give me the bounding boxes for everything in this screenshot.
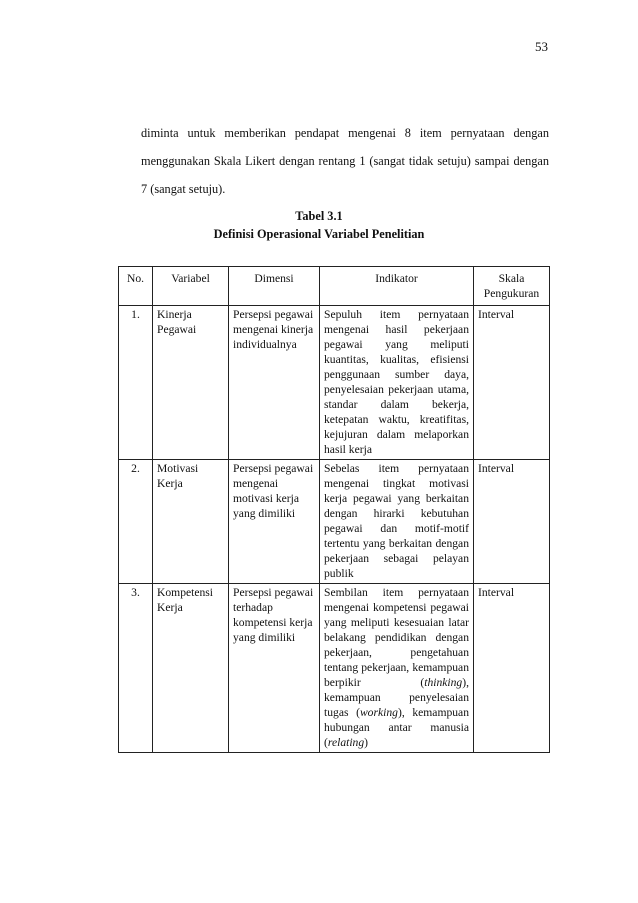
- row-dimensi: Persepsi pegawai mengenai kinerja individualnya: [229, 306, 320, 460]
- row-indikator: Sebelas item pernyataan mengenai tingkat motivasi kerja pegawai yang berkaitan dengan hirarki kebutuhan pegawai dan motif-motif tertentu yang berkaitan dengan pekerjaan sebagai pelayan publik: [320, 460, 474, 584]
- row-indikator: Sepuluh item pernyataan mengenai hasil pekerjaan pegawai yang meliputi kuantitas, kualitas, efisiensi penggunaan sumber daya, penyelesaian pekerjaan utama, standar dalam bekerja, ketepatan waktu, kreatifitas, kejujuran dalam melaporkan hasil kerja: [320, 306, 474, 460]
- indikator-text: ), kemampuan penyelesaian tugas (: [324, 676, 469, 719]
- row-variabel: Kompetensi Kerja: [153, 584, 229, 753]
- term-thinking: thinking: [424, 676, 463, 689]
- row-skala: Interval: [474, 460, 550, 584]
- row-skala: Interval: [474, 306, 550, 460]
- operational-definition-table: [118, 266, 550, 753]
- column-header-skala: Skala Pengukuran: [474, 267, 550, 306]
- row-no: 1.: [119, 306, 153, 460]
- table-row: [119, 584, 550, 753]
- table-title: Tabel 3.1: [295, 209, 343, 223]
- column-header-indikator: Indikator: [320, 267, 474, 306]
- table-row: [119, 306, 550, 460]
- indikator-text: ), kemampuan hubungan antar manusia (: [324, 706, 469, 749]
- row-dimensi: Persepsi pegawai mengenai motivasi kerja yang dimiliki: [229, 460, 320, 584]
- row-indikator: [320, 584, 474, 753]
- indikator-text: Sembilan item pernyataan mengenai kompetensi pegawai yang meliputi kesesuaian latar belakang pendidikan dengan pekerjaan, pengetahuan tentang pekerjaan, kemampuan berpikir (: [324, 586, 469, 689]
- column-header-no: No.: [119, 267, 153, 306]
- column-header-dimensi: Dimensi: [229, 267, 320, 306]
- row-no: 2.: [119, 460, 153, 584]
- intro-paragraph: [141, 119, 549, 203]
- term-working: working: [359, 706, 398, 719]
- row-no: 3.: [119, 584, 153, 753]
- row-variabel: Motivasi Kerja: [153, 460, 229, 584]
- column-header-variabel: Variabel: [153, 267, 229, 306]
- indikator-text: ): [364, 736, 369, 749]
- page-number: 53: [535, 39, 548, 54]
- term-relating: relating: [327, 736, 365, 749]
- intro-text: diminta untuk memberikan pendapat mengenai 8 item pernyataan dengan menggunakan Skala Likert dengan rentang 1 (sangat tidak setuju) sampai dengan 7 (sangat setuju).: [141, 126, 549, 196]
- row-dimensi: Persepsi pegawai terhadap kompetensi kerja yang dimiliki: [229, 584, 320, 753]
- table-row: [119, 460, 550, 584]
- table-header-row: [119, 267, 550, 306]
- row-skala: Interval: [474, 584, 550, 753]
- table-subtitle: Definisi Operasional Variabel Penelitian: [213, 227, 425, 241]
- row-variabel: Kinerja Pegawai: [153, 306, 229, 460]
